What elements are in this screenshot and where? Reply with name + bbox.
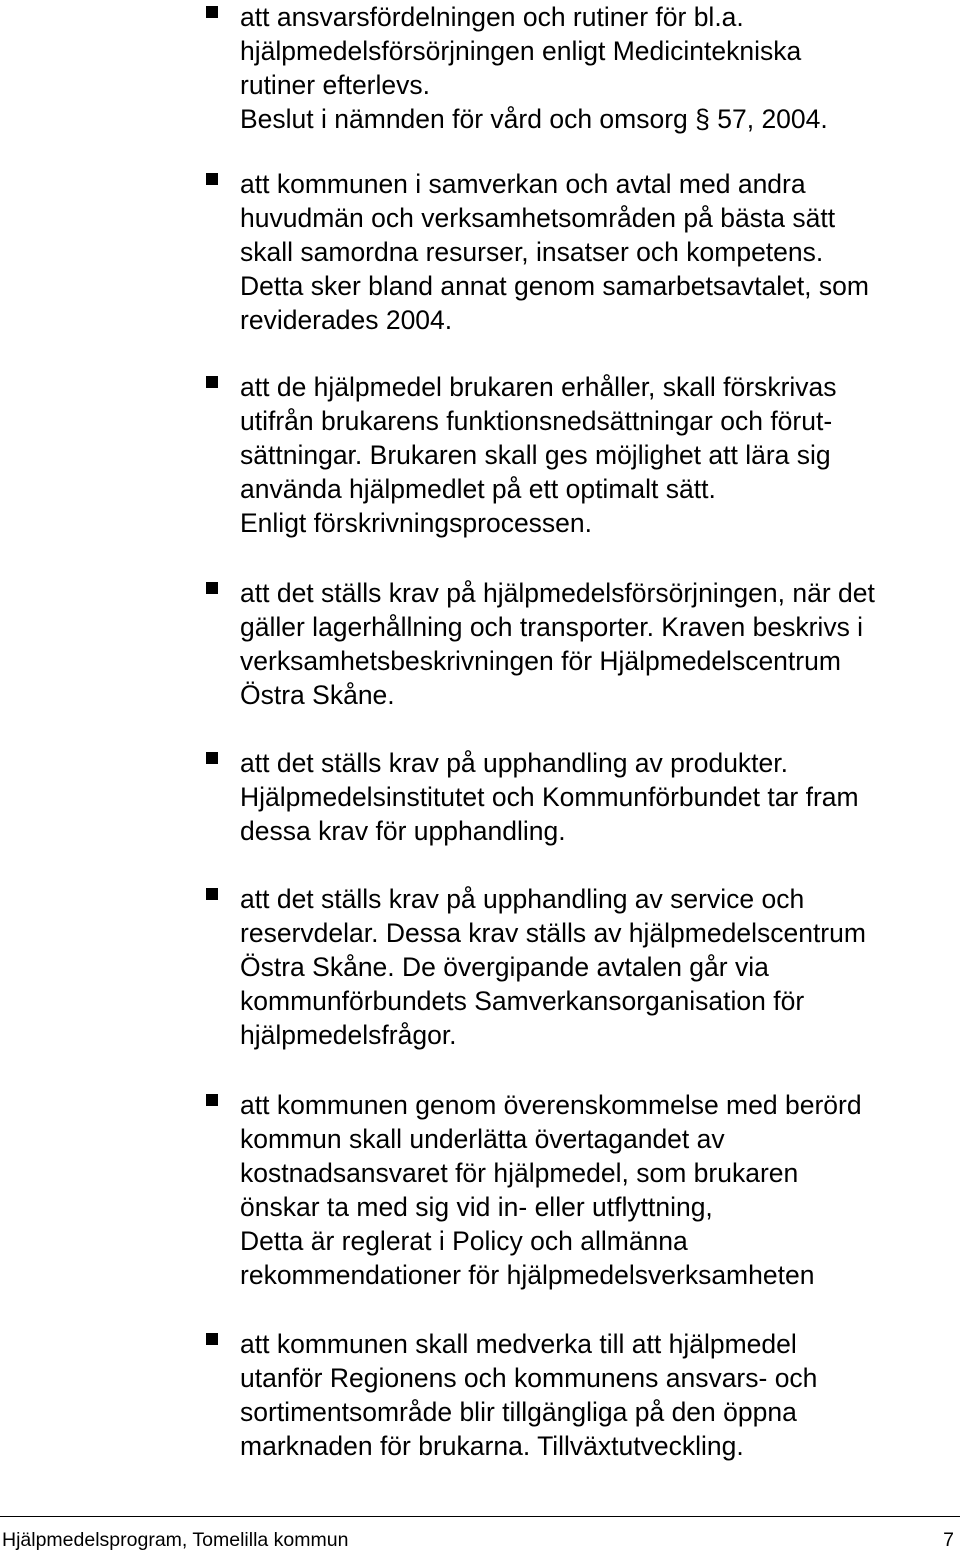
bullet-line: Enligt förskrivningsprocessen.: [240, 508, 593, 538]
bullet-line: huvudmän och verksamhetsområden på bästa sätt: [240, 203, 836, 233]
square-bullet-icon: [206, 752, 218, 764]
bullet-line: att kommunen i samverkan och avtal med andra: [240, 169, 806, 199]
bullet-line: att kommunen skall medverka till att hjälpmedel: [240, 1329, 797, 1359]
bullet-item: [240, 1327, 958, 1463]
bullet-line: gäller lagerhållning och transporter. Kraven beskrivs i: [240, 612, 864, 642]
bullet-line: att det ställs krav på upphandling av produkter.: [240, 748, 789, 778]
square-bullet-icon: [206, 173, 218, 185]
bullet-line: utifrån brukarens funktionsnedsättningar och förut-: [240, 406, 833, 436]
bullet-line: rutiner efterlevs.: [240, 70, 430, 100]
bullet-line: Östra Skåne.: [240, 680, 395, 710]
bullet-line: sättningar. Brukaren skall ges möjlighet att lära sig: [240, 440, 831, 470]
bullet-line: Detta är reglerat i Policy och allmänna: [240, 1226, 688, 1256]
bullet-item: [240, 882, 958, 1052]
bullet-line: hjälpmedelsfrågor.: [240, 1020, 457, 1050]
bullet-line: kommun skall underlätta övertagandet av: [240, 1124, 725, 1154]
bullet-line: Detta sker bland annat genom samarbetsavtalet, som: [240, 271, 869, 301]
bullet-line: verksamhetsbeskrivningen för Hjälpmedelscentrum: [240, 646, 841, 676]
bullet-line: att det ställs krav på hjälpmedelsförsörjningen, när det: [240, 578, 875, 608]
bullet-line: att kommunen genom överenskommelse med berörd: [240, 1090, 862, 1120]
bullet-line: skall samordna resurser, insatser och kompetens.: [240, 237, 824, 267]
bullet-item: [240, 1088, 958, 1292]
page-number: 7: [943, 1529, 954, 1551]
bullet-line: Beslut i nämnden för vård och omsorg § 57, 2004.: [240, 104, 828, 134]
bullet-line: önskar ta med sig vid in- eller utflyttning,: [240, 1192, 713, 1222]
bullet-line: att ansvarsfördelningen och rutiner för bl.a.: [240, 2, 744, 32]
bullet-item: [240, 167, 958, 337]
bullet-item: [240, 0, 958, 136]
bullet-line: sortimentsområde blir tillgängliga på den öppna: [240, 1397, 797, 1427]
bullet-item: [240, 370, 958, 540]
bullet-line: använda hjälpmedlet på ett optimalt sätt.: [240, 474, 716, 504]
bullet-line: hjälpmedelsförsörjningen enligt Medicintekniska: [240, 36, 802, 66]
bullet-line: rekommendationer för hjälpmedelsverksamheten: [240, 1260, 815, 1290]
bullet-line: kostnadsansvaret för hjälpmedel, som brukaren: [240, 1158, 799, 1188]
bullet-line: kommunförbundets Samverkansorganisation för: [240, 986, 805, 1016]
bullet-line: dessa krav för upphandling.: [240, 816, 566, 846]
square-bullet-icon: [206, 1094, 218, 1106]
bullet-item: [240, 746, 958, 848]
bullet-line: reservdelar. Dessa krav ställs av hjälpmedelscentrum: [240, 918, 866, 948]
square-bullet-icon: [206, 888, 218, 900]
footer-title: Hjälpmedelsprogram, Tomelilla kommun: [2, 1529, 349, 1551]
bullet-line: Östra Skåne. De övergipande avtalen går via: [240, 952, 769, 982]
bullet-line: Hjälpmedelsinstitutet och Kommunförbundet tar fram: [240, 782, 859, 812]
bullet-line: att det ställs krav på upphandling av service och: [240, 884, 805, 914]
square-bullet-icon: [206, 6, 218, 18]
square-bullet-icon: [206, 582, 218, 594]
square-bullet-icon: [206, 1333, 218, 1345]
bullet-line: marknaden för brukarna. Tillväxtutveckling.: [240, 1431, 744, 1461]
square-bullet-icon: [206, 376, 218, 388]
bullet-line: utanför Regionens och kommunens ansvars- och: [240, 1363, 818, 1393]
bullet-line: att de hjälpmedel brukaren erhåller, skall förskrivas: [240, 372, 837, 402]
bullet-item: [240, 576, 958, 712]
page-footer: [0, 1516, 960, 1555]
bullet-line: reviderades 2004.: [240, 305, 453, 335]
